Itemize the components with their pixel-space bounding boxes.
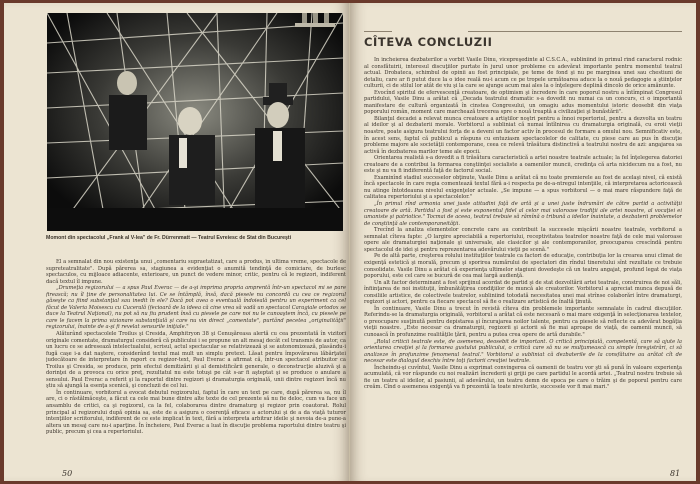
open-book xyxy=(4,3,696,481)
body-paragraph: Încheindu-şi cuvîntul, Vasile Dinu a exprimat convingerea că oamenii de teatru vor şti să pună în valoare experienţa acumulată, că vor răspunde cu noi realizări încrederii şi grijii pe care partidul le acordă artei. „Teatrul nostru trebuie să fie un teatru al ideilor, al pasiunii, al adevărului, un teatru demn de epoca pe care o trăim şi de poporul pentru care creăm. Cînd o asemenea exigenţă va fi prezentă la toate nivelurile, succesele vor fi mai mari." xyxy=(364,364,682,391)
body-paragraph: „Drumeţia regizorului — a spus Paul Everac — de a-şi imprima propria amprentă într-un spectacol mi se pare firească; nu îl ţine de personalitatea lui. Ce se întâmplă, însă, dacă piesele nu concordă cu cea ce regizorul găseşte ca fiind substanţial sau inedit în ele? Dacă pot avea o eventuală îndoieală pentru un experiment ca cel făcut de Valeria Moisescu cu Cucerală (fecioară de la ideea că cine vrea să vadă un spectacol Caragiale ortodox se duce la Teatrul Naţional), nu pot să nu fiu prudent însă cu piesele pe care noi nu le cunoaştem încă, cu piesele pe care le facem la prima vizionare substanţială şi care nu vin direct „comentate", purtând pecetea „originalităţii" regizorului, înainte de a-şi fi revelat sensurile iniţiale." xyxy=(46,285,346,331)
photo-caption: Momont din spectacolul „Frank al V-lea" de Fr. Dürrenmatt — Teatrul Evreiesc de Stat din Bucureşti xyxy=(46,235,292,241)
body-paragraph: Orientarea realistă s-a dovedit a fi trăsătura caracteristică a artei noastre teatrale actuale; la fel înţelegerea datoriei creatoare de a contribui la formarea conştiinţei socialiste a oamenilor muncii, credinţa că arta nicidecum nu a fost, nu este şi nu va fi indiferentă faţă de factorul social. xyxy=(364,155,682,175)
body-paragraph: În continuare, Vasile Dinu a trecut în revistă cîteva din problemele importante semnalate în cadrul discuţiilor. Referindu-se la dramaturgia originală, vorbitorul a arătat că este necesară o mai mare exigenţă în selecţionarea textelor, o preocupare susţinută pentru depistarea şi încurajarea noilor talente, pentru ca piesele să reflecte cu adevărat bogăţia vieţii noastre. „Este necesar ca dramaturgii, regizorii şi actorii să fie mai aproape de viaţă, de oamenii muncii, să cunoască în profunzime realităţile ţării, pentru a putea crea opere de artă durabile." xyxy=(364,305,682,338)
stage-scene-image xyxy=(47,13,343,231)
body-paragraph: El a semnalat din nou existenţa unui „comentariu supraetatizat, care a produs, în ultima vreme, spectacole de supreteatralitate". După părerea sa, stagiunea a evidenţiat o anumită tendinţă de comiciare, de burlesc spectaculos, cu mijloace adiacente, exterioare, un punct de vedere minor, critic, pentru că le regizori, indiferent dacă textul îl impune. xyxy=(46,259,346,285)
left-page xyxy=(4,3,350,481)
section-heading: CÎTEVA CONCLUZII xyxy=(364,35,493,49)
body-paragraph: Bilanţul decadei a relevat munca creatoare a artiştilor noştri pentru a înnoi repertoriul, pentru a dezvolta un teatru al ideilor şi al dezbaterii morale. Vorbitorul a subliniat că numai întîlnirea cu dramaturgia originală, cu eroii vieţii noastre, poate asigura teatrului forţa de a deveni un factor activ în procesul de formare a omului nou. Semnificativ este, în acest sens, faptul că publicul a răspuns cu entuziasm spectacolelor de calitate, cu piese care au pus în discuţie probleme majore ale societăţii contemporane, ceea ce relevă trăsătura distinctivă a teatrului nostru de azi: angajarea sa activă în dezbaterea marilor teme ale epocii. xyxy=(364,115,682,155)
body-paragraph: Alăturând spectacolele Troilus şi Cresida, Amphitryon 38 şi Cenuşăreasa alertă cu cea prezentată în vizitori originale comentate, dramaturgul consideră că publicului i se propune un alt mesaj decât cel transmis de autor, ca un lucru ce se adresează intelectualului, scrisul, actul spectacular se relativizează şi se autonomizează, plasându-i fugă caşe i-a dat naştere, considerând textul mai mult un simplu pretext. Lăsat pentru împovărarea lăbărţatei judecătoare de interpretare în raport cu regizor-text, Paul Everac a afirmat că, într-un spectacol atribuitor ca Troilus şi Cresida, se produce, prin efectul demitizării şi al demistificării generale, o deconstrucţie aluzivă şi a dorinţei de a provoca cu orice preţ, rezultatul nu este totuşi pe cât s-ar fi aşteptat şi se produce o anulare a sensului. Paul Everac a referit şi la raportul dintre regizori şi dramaturgia originală, unii dintre regizori încă nu ştiu să ajungă la esenţa scenică, şi concluzii de cel lui. xyxy=(46,331,346,390)
page-number: 50 xyxy=(62,469,73,478)
body-paragraph: Examinînd stadiul succeselor obţinute, Vasile Dinu a arătat că nu toate premierele au fost de acelaşi nivel, că există încă spectacole în care regia comentează textul fără a-i respecta pe de-a-ntregul intenţiile, că interpretarea actoricească nu atinge întotdeauna nivelul exigenţelor actuale. „Se impune — a spus vorbitorul — o mai mare răspundere faţă de calitatea repertoriului şi a spectacolelor." xyxy=(364,174,682,201)
heading-rule-right xyxy=(468,31,682,32)
stage-photograph xyxy=(47,13,343,231)
body-paragraph: Pe de altă parte, creşterea rolului instituţiilor teatrale ca factori de educaţie, contribuţia lor la crearea unui climat de exigenţă estetică şi morală, precum şi sporirea numărului de spectatori din rîndul tineretului sînt rezultate ce trebuie consolidate. Vasile Dinu a arătat că experienţa ultimelor stagiuni dovedeşte că un teatru angajat, profund legat de viaţa poporului, este cel care se bucură de cea mai largă audienţă. xyxy=(364,253,682,280)
right-page-body xyxy=(364,57,682,459)
body-paragraph: Trecînd la analiza elementelor concrete care au contribuit la succesele mişcării noastre teatrale, vorbitorul a semnalat cîteva fapte: „O largire apreciabilă a repertoriului, receptivitatea teatrelor noastre faţă de cele mai valoroase opere ale dramaturgiei naţionale şi universale, ale clasicilor şi ale contemporanilor, preocuparea crescîndă pentru spectacolul de idei şi pentru reprezentarea adevărului vieţii pe scenă." xyxy=(364,227,682,253)
right-page xyxy=(350,3,696,481)
body-paragraph: În încheierea dezbaterilor a vorbit Vasile Dinu, vicepreşedinte al C.S.C.A., subliniind în primul rînd caracterul rodnic al consfătuirii, interesul discuţiilor purtate în jurul unor probleme cu adevărat importante pentru momentul teatral actual. Drobateca, schimbul de opinii au fost principiale, pe teme de fond şi nu pe marginea unei sau chestiuni de detaliu, care ar fi putut duce la o idee reală nu-i acum ce pe tropele următoarea aduce la o nouă pedagogie a ştiinţelor culturii, ci de stilul lor atât de viu şi la care se ajunge acum mai ales la o înţelegere deplină dincolo de orice amănunte. xyxy=(364,57,682,90)
body-paragraph: „Rolul criticii teatrale este, de asemenea, deosebit de important. O critică principială, competentă, care să ajute la orientarea creaţiei şi la formarea gustului publicului, o critică care să nu se mulţumească cu simple înregistrări, ci să analizeze în profunzime fenomenul teatral." Vorbitorul a subliniat că dezbaterile de la consfătuire au arătat cît de necesar este dialogul deschis între toţi factorii creaţiei teatrale. xyxy=(364,338,682,365)
body-paragraph: Un alt factor determinant a fost sprijinul acordat de partid şi de stat dezvoltării artei teatrale, construirea de noi săli, înfiinţarea de noi instituţii, îmbunătăţirea condiţiilor de muncă ale creatorilor. Vorbitorul a apreciat munca depusă de consiliile artistice, de colectivele teatrelor, subliniind totodată necesitatea unei mai strînse colaborări între dramaturgi, regizori şi actori, pentru ca fiecare spectacol să fie o realizare artistică de înaltă ţinută. xyxy=(364,279,682,306)
body-paragraph: „În primul rînd armonia unei juste atitudini faţă de artă şi a unei juste îndrumări de către partid a activităţii creatoare de artă. Partidul a fost şi este exponentul fidel al celor mai valoroase tradiţii ale artei noastre, al vocaţiei ei umaniste şi patriotice." Tocmai de aceea, teatrul trebuie să rămînă o tribună a ideilor înaintate, a dezbaterii problemelor de conştiinţă ale contemporaneităţii. xyxy=(364,201,682,227)
page-number: 81 xyxy=(670,469,681,478)
left-page-body xyxy=(46,259,346,464)
body-paragraph: Evocînd spiritul de efervescenţă creatoare, de optimism şi încredere în care poporul nostru a întîmpinat Congresul partidului, Vasile Dinu a arătat că „Decada teatrului dramatic s-a dovedit nu numai ca un concurs, ci o importantă manifestare de cultură organizată în cinstea Congresului, un omagiu adus momentului istoric deosebit din viaţa poporului român, moment care marchează trecerea spre o nouă treaptă a civilizaţiei şi bunăstării". xyxy=(364,89,682,116)
body-paragraph: În continuare, vorbitorul a evocat debutul regizorului, faptul în care un text pe care, după părerea sa, nu îl are, ci o răstălmăceşte, a făcut ca cele mai bune dintre alte texte de cel prezente să nu fie deloc, cum va face un ansamblu de critici, ca şi regizorul, ca la fel, colaborarea dintre dramaturg şi regizor prin coautorat. Rolul principal al regizorului după opinia sa, este de a asigura o coerenţă eficace a actorului şi de a da viaţă tuturor intenţiilor scriitorului, indiferent de ce este implicat în text, fără a interpreta arbitrar ideile şi nevoia de-a pune-a altera un mesaj care nu-i aparţine. În încheiere, Paul Everac a luat în discuţie problema raportului dintre teatru şi public, precum şi cea a repertoriului. xyxy=(46,389,346,436)
heading-rule-left xyxy=(364,31,392,32)
